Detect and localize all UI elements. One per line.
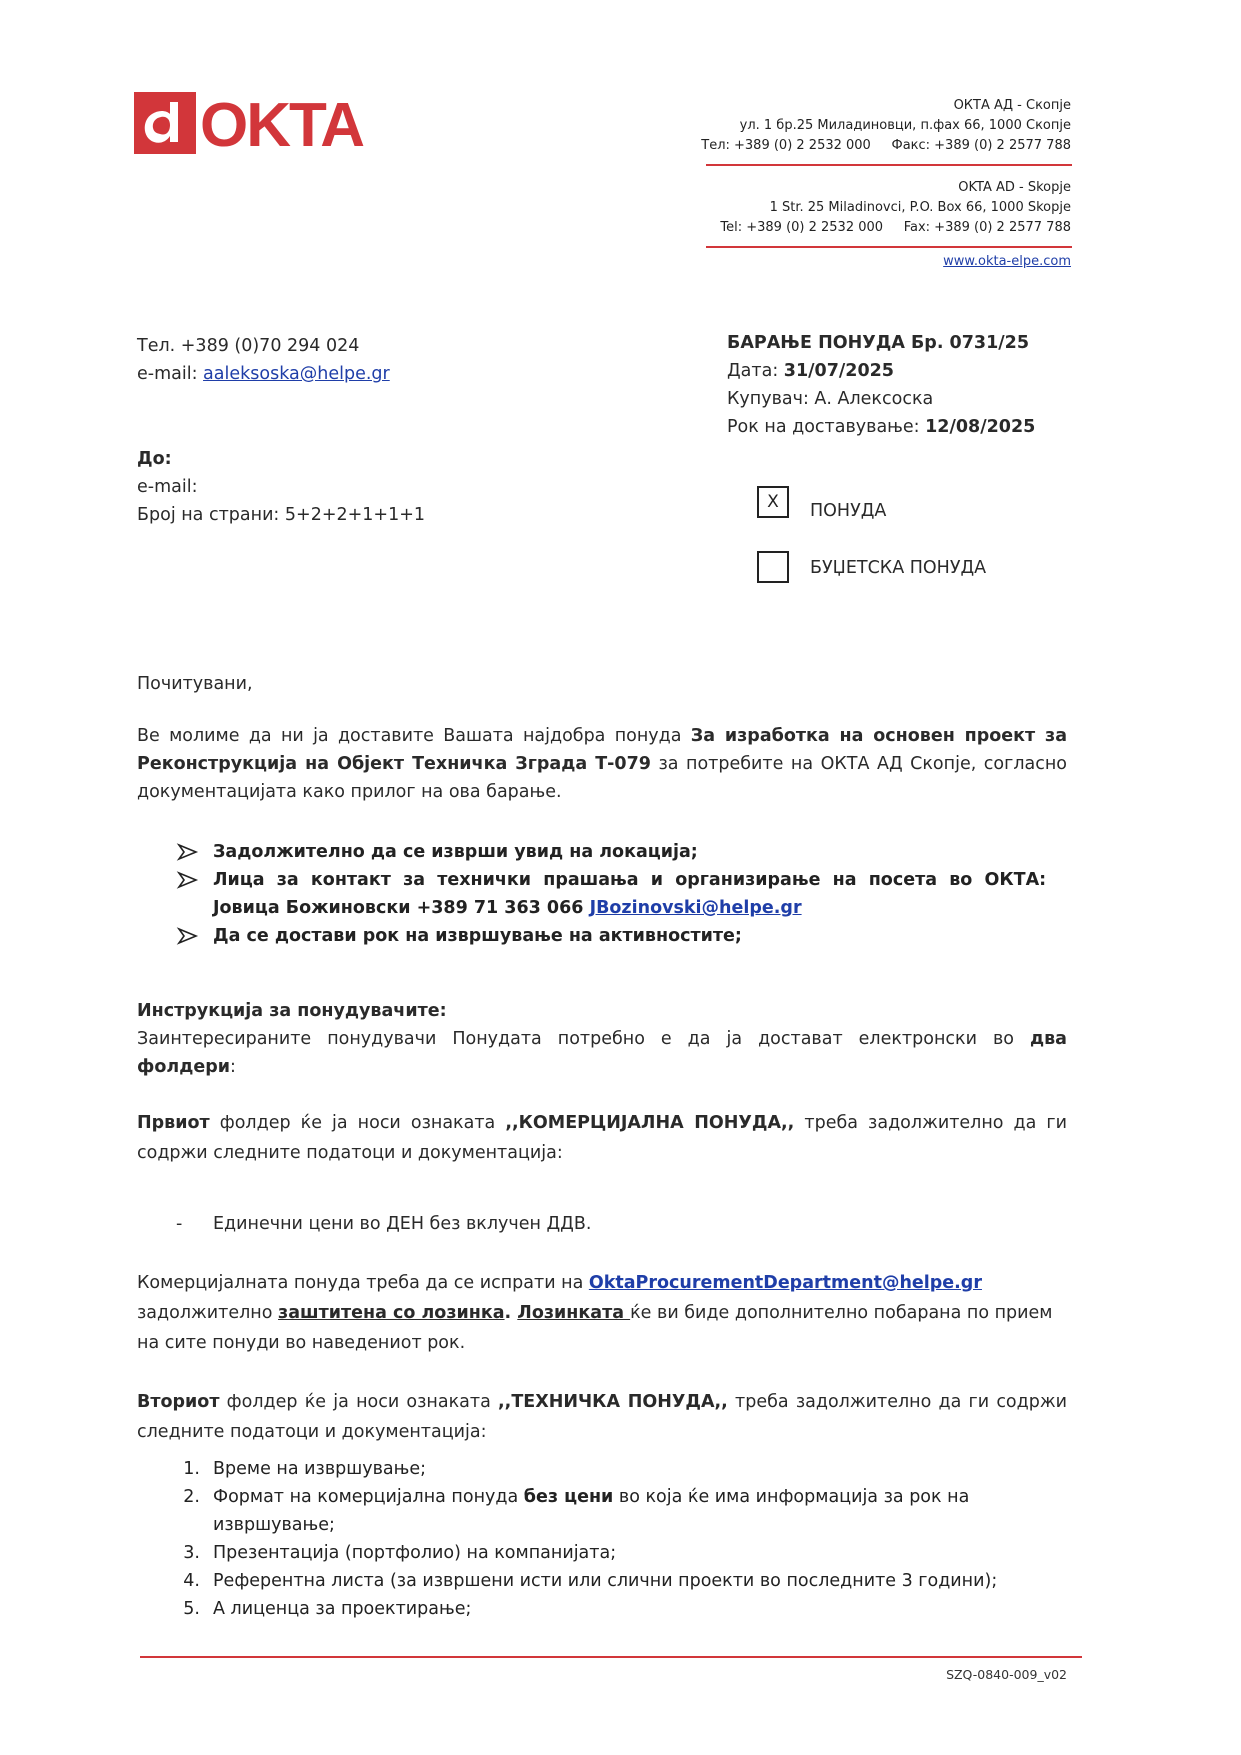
commercial-text-3: ќе ви биде дополнително побарана по прием на сите понуди во наведениот рок. [137,1303,1053,1353]
dash-bullet: - [176,1214,183,1234]
requirement-text-2-line1: Лица за контакт за технички прашања и организирање на посета во ОКТА: [213,870,1047,890]
commercial-line-2 [137,1298,1067,1358]
budget-offer-label: БУЏЕТСКА ПОНУДА [810,558,987,578]
second-folder-label: ,,ТЕХНИЧКА ПОНУДА,, [498,1392,728,1412]
commercial-paragraph [137,1268,1067,1358]
sender-email-label: e-mail: [137,364,204,384]
okta-logo-mark [134,92,392,154]
letterhead-phone-mk: Тел: +389 (0) 2 2532 000 [701,138,871,153]
logo-text: OKTA [200,92,364,154]
first-folder-text-1: фолдер ќе ја носи ознаката [209,1113,506,1133]
requirement-text-3: Да се достави рок на извршување на активностите; [213,926,742,946]
technical-item-number: 2. [183,1487,200,1507]
commercial-text-1: Комерцијалната понуда треба да се испрати на [137,1273,589,1293]
commercial-protected: заштитена со лозинка [278,1303,505,1323]
second-folder-paragraph [137,1387,1067,1447]
request-buyer: Купувач: А. Алексоска [727,389,934,409]
request-deadline-line [727,413,1127,441]
requirement-text-2-line2 [213,894,1066,922]
technical-item-2 [176,1483,1066,1539]
procurement-email-link[interactable]: OktaProcurementDepartment@helpe.gr [588,1273,982,1293]
arrow-bullet-icon [176,922,200,950]
requirement-text-2 [213,866,1066,922]
sender-phone: Тел. +389 (0)70 294 024 [137,336,360,356]
first-folder-text-2: треба задолжително да ги содржи следните податоци и документација: [137,1113,1068,1163]
commercial-dot: . [504,1303,518,1323]
technical-item-number: 3. [183,1543,200,1563]
offer-checkbox-mark: X [767,492,779,512]
technical-item-number: 4. [183,1571,200,1591]
letterhead-mk [651,96,1071,156]
first-folder-label: ,,КОМЕРЦИЈАЛНА ПОНУДА,, [505,1113,795,1133]
letterhead-address-en: 1 Str. 25 Miladinovci, P.O. Box 66, 1000 Skopje [769,200,1071,215]
letterhead-phone-fax-en [651,218,1071,238]
first-folder-paragraph [137,1108,1067,1168]
okta-logo [134,92,392,154]
recipient-to-label: До: [137,449,172,469]
contact-person-email[interactable]: JBozinovski@helpe.gr [589,898,802,918]
commercial-line-1 [137,1268,1067,1298]
recipient-pages: Број на страни: 5+2+2+1+1+1 [137,505,426,525]
technical-item-2-bold: без цени [523,1487,614,1507]
first-folder-start: Првиот [137,1113,210,1133]
document-code: SZQ-0840-009_v02 [946,1667,1067,1682]
requirement-item-2 [176,866,1066,922]
greeting: Почитувани, [137,674,253,694]
instructions-two-folders: два фолдери [137,1029,1067,1077]
technical-item-text: Референтна листа (за извршени исти или слични проекти во последните 3 години); [213,1571,998,1591]
instructions-block [137,997,1067,1081]
letterhead-en [651,178,1071,238]
letterhead-company-mk: ОКТА АД - Скопје [953,98,1071,113]
request-deadline: 12/08/2025 [925,417,1036,437]
letterhead-phone-en: Tel: +389 (0) 2 2532 000 [720,220,884,235]
intro-project-title: За изработка на основен проект за Реконструкција на Објект Техничка Зграда Т-079 [137,726,1068,774]
commercial-text-2: задолжително [137,1303,279,1323]
arrow-bullet-icon [176,866,200,894]
technical-item-number: 1. [183,1459,200,1479]
letterhead-address-mk: ул. 1 бр.25 Миладиновци, п.фах 66, 1000 Скопје [739,118,1071,133]
intro-paragraph [137,722,1067,806]
letterhead-company-en: OKTA AD - Skopje [958,180,1071,195]
sender-contact [137,332,557,388]
offer-checkbox[interactable] [757,486,789,518]
recipient-email-label: e-mail: [137,477,198,497]
footer-divider [140,1656,1082,1658]
technical-item-2-pre: Формат на комерцијална понуда [213,1487,524,1507]
letterhead-divider-2 [706,246,1072,248]
intro-text-1: Ве молиме да ни ја доставите Вашата најдобра понуда [137,726,691,746]
commercial-password: Лозинката [517,1303,631,1323]
instructions-body: Заинтересираните понудувачи Понудата потребно е да ја достават електронски во [137,1029,1030,1049]
letterhead-fax-mk: Факс: +389 (0) 2 2577 788 [891,138,1071,153]
website-link[interactable]: www.okta-elpe.com [943,254,1071,269]
first-folder-item-text: Единечни цени во ДЕН без вклучен ДДВ. [213,1214,592,1234]
second-folder-text-2: треба задолжително да ги содржи следните податоци и документација: [137,1392,1067,1442]
recipient-block [137,445,597,529]
technical-item-number: 5. [183,1599,200,1619]
technical-item-text: Презентација (портфолио) на компанијата; [213,1543,617,1563]
budget-offer-checkbox[interactable] [757,551,789,583]
sender-email-link[interactable]: aaleksoska@helpe.gr [203,364,390,384]
sender-email-line [137,360,557,388]
letterhead-divider-1 [706,164,1072,166]
intro-text-2: за потребите на ОКТА АД Скопје, согласно документацијата како прилог на ова барање. [137,754,1068,802]
request-date-line [727,357,1127,385]
technical-item-text: А лиценца за проектирање; [213,1599,472,1619]
instructions-end: : [230,1057,236,1077]
website-wrap [943,252,1071,272]
request-deadline-label: Рок на доставување: [727,417,926,437]
offer-label: ПОНУДА [810,501,887,521]
letterhead-phone-fax-mk [651,136,1071,156]
technical-item-2-post: во која ќе има информација за рок на извршување; [213,1487,970,1535]
request-date: 31/07/2025 [783,361,894,381]
instructions-text [137,1025,1067,1081]
contact-person: Јовица Божиновски +389 71 363 066 [213,898,590,918]
technical-item-text: Време на извршување; [213,1459,427,1479]
letterhead-fax-en: Fax: +389 (0) 2 2577 788 [903,220,1071,235]
request-title: БАРАЊЕ ПОНУДА Бр. 0731/25 [727,333,1030,353]
arrow-bullet-icon [176,838,200,866]
instructions-title: Инструкција за понудувачите: [137,1001,447,1021]
second-folder-start: Вториот [137,1392,220,1412]
technical-item-text [213,1483,1066,1539]
request-date-label: Дата: [727,361,784,381]
requirement-text-1: Задолжително да се изврши увид на локација; [213,842,698,862]
second-folder-text-1: фолдер ќе ја носи ознаката [219,1392,499,1412]
request-info [727,329,1127,441]
